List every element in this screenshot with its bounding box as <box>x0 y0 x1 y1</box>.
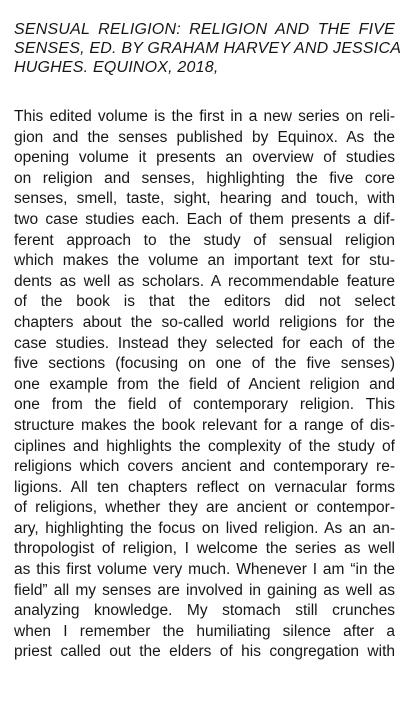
review-heading <box>14 20 402 77</box>
body-line: analyzing knowledge. My stomach still crunches <box>14 602 395 620</box>
review-body <box>14 107 395 663</box>
body-line: field” all my senses are involved in gaining as well as <box>14 581 395 599</box>
body-line: of the book is that the editors did not select <box>14 293 395 311</box>
body-line: ciplines and highlights the complexity of the study of <box>14 437 395 455</box>
body-line: when I remember the humiliating silence after a <box>14 622 395 640</box>
body-line: thropologist of religion, I welcome the series as well <box>14 540 395 558</box>
heading-line: HUGHES. EQUINOX, 2018, <box>14 59 219 76</box>
body-line: case studies. Instead they selected for each of the <box>14 334 395 352</box>
body-line: of religions, whether they are ancient or contempor- <box>14 499 395 517</box>
body-line: five sections (focusing on one of the five senses) <box>14 355 395 373</box>
body-line: on religion and senses, highlighting the five core <box>14 169 395 187</box>
heading-line: SENSUAL RELIGION: RELIGION AND THE FIVE <box>14 21 395 38</box>
body-line: priest called out the elders of his congregation with <box>14 643 395 661</box>
body-line: senses, smell, taste, sight, hearing and touch, with <box>14 190 395 208</box>
body-line: ligions. All ten chapters reflect on vernacular forms <box>14 478 395 496</box>
body-line: which makes the volume an important text for stu- <box>14 252 395 270</box>
body-line: ary, highlighting the focus on lived religion. As an an- <box>14 519 395 537</box>
body-line: as this first volume very much. Whenever I am “in the <box>14 561 395 579</box>
body-line: This edited volume is the first in a new series on reli- <box>14 108 395 125</box>
body-line: two case studies each. Each of them presents a dif- <box>14 210 395 228</box>
body-line: structure makes the book relevant for a range of dis- <box>14 416 395 434</box>
heading-line: SENSES, ED. BY GRAHAM HARVEY AND JESSICA <box>14 40 402 57</box>
body-line: one from the field of contemporary religion. This <box>14 396 395 414</box>
body-line: dents as well as scholars. A recommendable feature <box>14 272 395 290</box>
body-line: religions which covers ancient and contemporary re- <box>14 458 395 476</box>
body-line: one example from the field of Ancient religion and <box>14 375 395 393</box>
body-line: chapters about the so-called world religions for the <box>14 313 395 331</box>
body-line: ferent approach to the study of sensual religion <box>14 231 395 249</box>
body-line: opening volume it presents an overview of studies <box>14 149 395 167</box>
body-line: gion and the senses published by Equinox. As the <box>14 128 395 146</box>
